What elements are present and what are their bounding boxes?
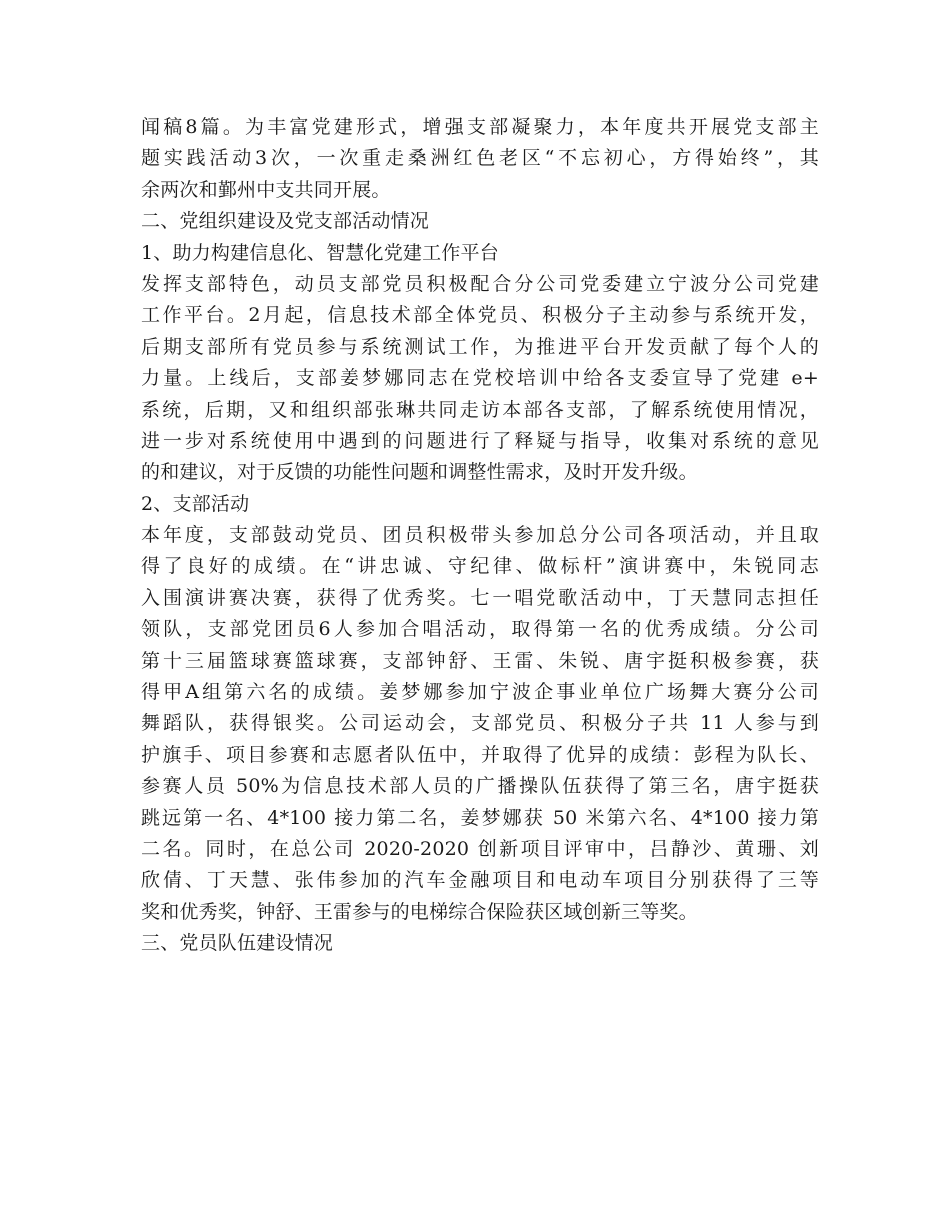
- text-line: 第十三届篮球赛篮球赛，支部钟舒、王雷、朱锐、唐宇挺积极参赛，获: [141, 649, 819, 672]
- text-line: 的和建议，对于反馈的功能性问题和调整性需求，及时开发升级。: [141, 461, 698, 484]
- text-line: 护旗手、项目参赛和志愿者队伍中，并取得了优异的成绩：彭程为队长、: [141, 743, 819, 766]
- text-line: 题实践活动3次，一次重走桑洲红色老区“不忘初心，方得始终”，其: [141, 147, 819, 170]
- text-line: 余两次和鄞州中支共同开展。: [141, 178, 391, 201]
- text-line: 三、党员队伍建设情况: [141, 932, 334, 955]
- text-line: 欣倩、丁天慧、张伟参加的汽车金融项目和电动车项目分别获得了三等: [141, 869, 819, 892]
- text-line: 后期支部所有党员参与系统测试工作，为推进平台开发贡献了每个人的: [141, 335, 819, 358]
- text-line: 得甲A组第六名的成绩。姜梦娜参加宁波企事业单位广场舞大赛分公司: [141, 681, 819, 704]
- text-line: 2、支部活动: [141, 492, 250, 515]
- text-line: 系统，后期，又和组织部张琳共同走访本部各支部，了解系统使用情况，: [141, 398, 819, 421]
- text-line: 闻稿8篇。为丰富党建形式，增强支部凝聚力，本年度共开展党支部主: [141, 116, 819, 138]
- text-line: 力量。上线后，支部姜梦娜同志在党校培训中给各支委宣导了党建 e+: [141, 367, 819, 390]
- text-line: 1、助力构建信息化、智慧化党建工作平台: [141, 241, 499, 264]
- text-line: 舞蹈队，获得银奖。公司运动会，支部党员、积极分子共 11 人参与到: [141, 712, 819, 735]
- text-line: 得了良好的成绩。在“讲忠诚、守纪律、做标杆”演讲赛中，朱锐同志: [141, 555, 819, 578]
- document-body: [141, 112, 819, 960]
- text-line: 进一步对系统使用中遇到的问题进行了释疑与指导，收集对系统的意见: [141, 429, 819, 452]
- text-line: 工作平台。2月起，信息技术部全体党员、积极分子主动参与系统开发，: [141, 304, 819, 327]
- text-line: 奖和优秀奖，钟舒、王雷参与的电梯综合保险获区域创新三等奖。: [141, 900, 698, 923]
- text-line: 二名。同时，在总公司 2020-2020 创新项目评审中，吕静沙、黄珊、刘: [141, 837, 819, 860]
- text-line: 发挥支部特色，动员支部党员积极配合分公司党委建立宁波分公司党建: [141, 272, 819, 295]
- text-line: 入围演讲赛决赛，获得了优秀奖。七一唱党歌活动中，丁天慧同志担任: [141, 586, 819, 609]
- text-line: 参赛人员 50%为信息技术部人员的广播操队伍获得了第三名，唐宇挺获: [141, 775, 819, 798]
- text-line: 领队，支部党团员6人参加合唱活动，取得第一名的优秀成绩。分公司: [141, 618, 819, 641]
- text-line: 跳远第一名、4*100 接力第二名，姜梦娜获 50 米第六名、4*100 接力第: [141, 806, 819, 829]
- text-line: 二、党组织建设及党支部活动情况: [141, 210, 430, 233]
- text-line: 本年度，支部鼓动党员、团员积极带头参加总分公司各项活动，并且取: [141, 524, 819, 547]
